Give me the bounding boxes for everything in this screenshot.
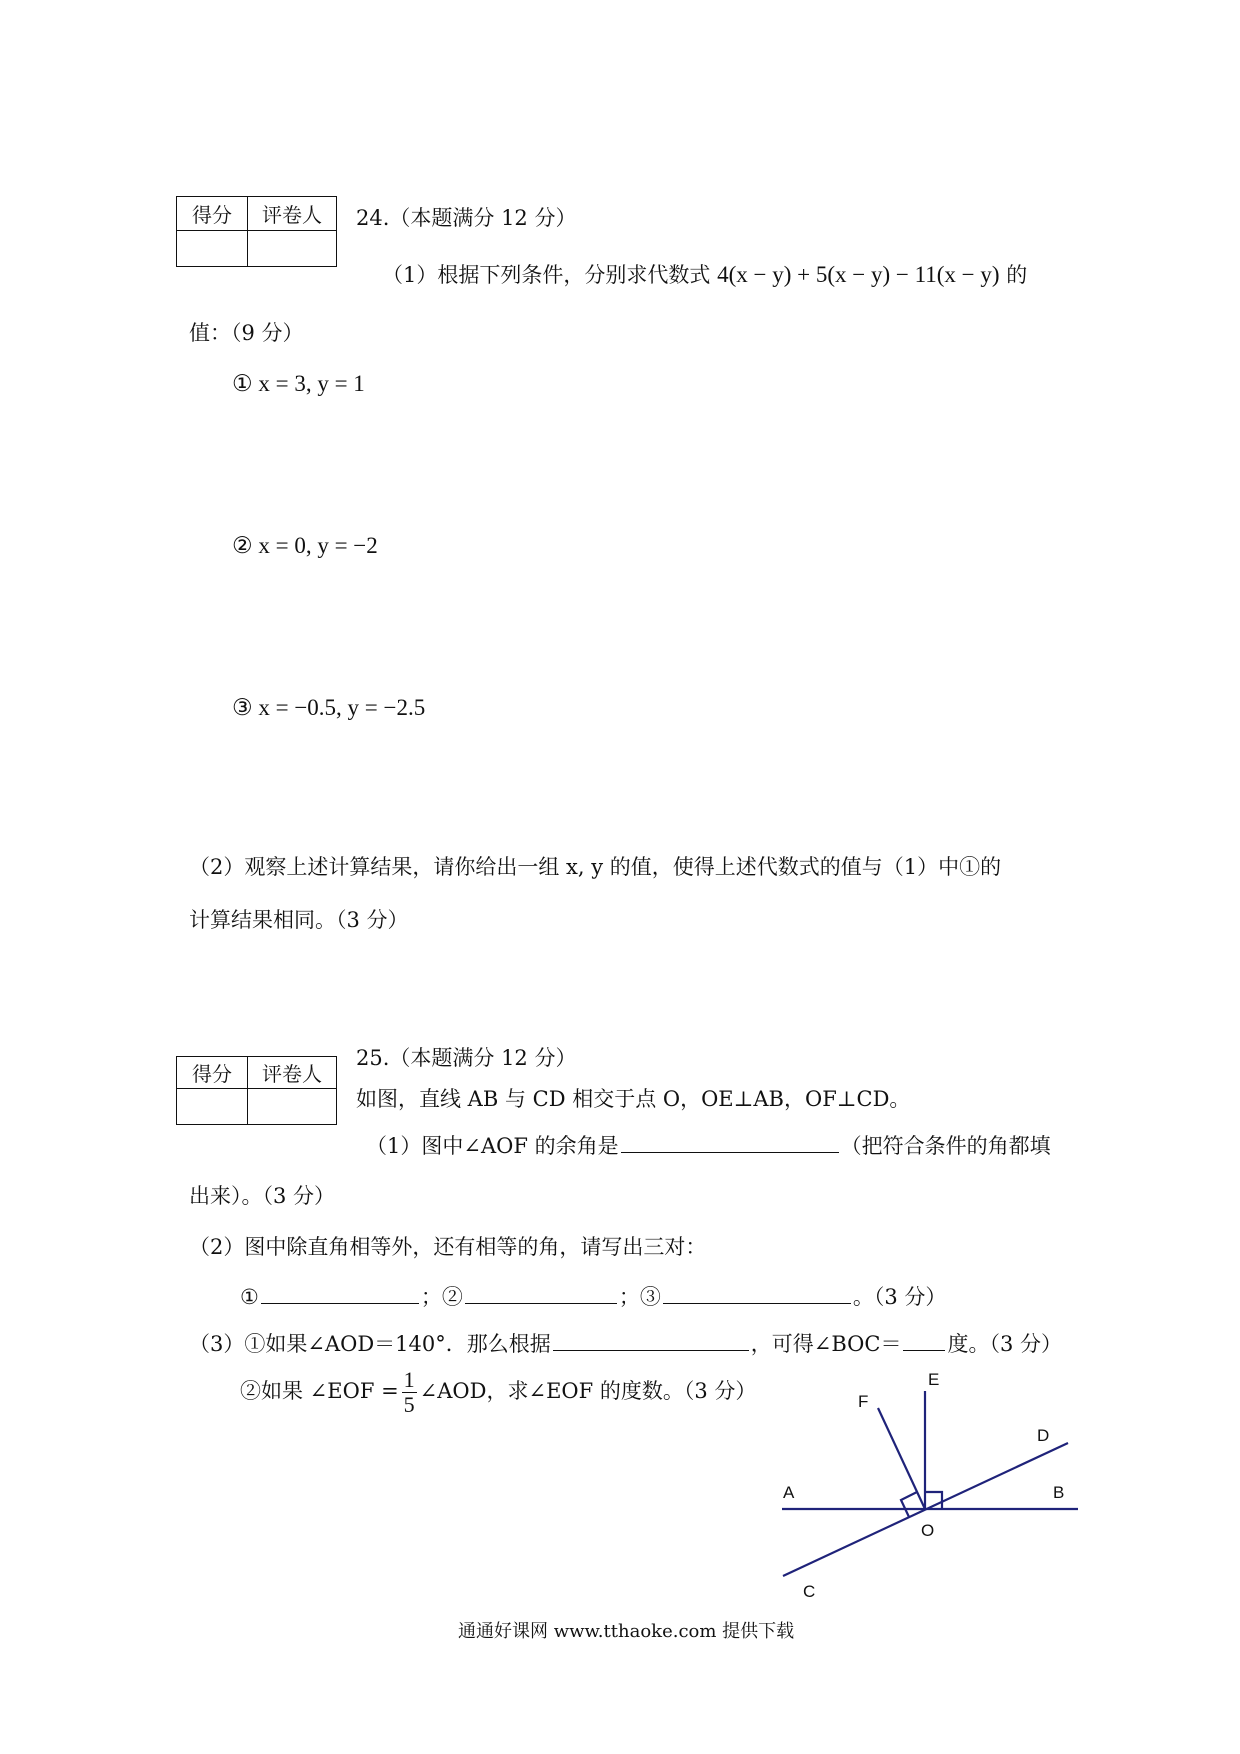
score-box-25 [176, 1056, 337, 1125]
q24-part1-line2: 值：（9 分） [189, 321, 304, 345]
q25-part3-b: ，可得∠BOC＝ [750, 1332, 902, 1356]
q25-part2-line2 [240, 1281, 946, 1311]
q24-expression: 4(x − y) + 5(x − y) − 11(x − y) [717, 262, 1000, 287]
q25-part3-c: 度。（3 分） [947, 1332, 1063, 1356]
grader-label: 评卷人 [248, 197, 337, 231]
q25-part3-2b: ∠AOD，求∠EOF 的度数。（3 分） [419, 1379, 757, 1403]
q25-part1-line1 [366, 1130, 1051, 1160]
fraction-numerator: 1 [403, 1367, 415, 1392]
page-footer: 通通好课网 www.tthaoke.com 提供下载 [458, 1621, 795, 1642]
fraction-one-fifth [402, 1368, 417, 1417]
score-cell[interactable] [177, 231, 248, 267]
q25-part1-b: （把符合条件的角都填 [840, 1134, 1051, 1158]
q24-part2-line2: 计算结果相同。（3 分） [189, 908, 409, 932]
grader-cell[interactable] [248, 1089, 337, 1125]
label-c: C [803, 1582, 816, 1601]
q25-part3-a: （3）①如果∠AOD＝140°．那么根据 [189, 1332, 551, 1356]
grader-label: 评卷人 [248, 1057, 337, 1089]
score-label: 得分 [177, 197, 248, 231]
answer-blank-pair3[interactable] [663, 1302, 851, 1304]
q24-case-2: ② x = 0, y = −2 [232, 533, 378, 558]
ray-of [878, 1408, 925, 1509]
q25-header: 25.（本题满分 12 分） [356, 1046, 577, 1070]
q25-part2-end: 。（3 分） [852, 1285, 947, 1309]
score-cell[interactable] [177, 1089, 248, 1125]
q24-part1-end: 的 [1006, 263, 1028, 287]
q25-part2-line1: （2）图中除直角相等外，还有相等的角，请写出三对： [189, 1235, 707, 1259]
geometry-figure [760, 1360, 1100, 1610]
q25-part3-line2 [240, 1368, 756, 1417]
answer-blank-degree[interactable] [903, 1349, 945, 1351]
label-a: A [783, 1483, 795, 1502]
score-box-24 [176, 196, 337, 267]
q25-part3-2a: ②如果 ∠EOF = [240, 1379, 399, 1403]
q25-intro: 如图，直线 AB 与 CD 相交于点 O，OE⊥AB，OF⊥CD。 [356, 1087, 911, 1111]
label-b: B [1053, 1483, 1065, 1502]
q25-part2-marker2: ；② [420, 1285, 463, 1309]
answer-blank-reason[interactable] [553, 1349, 749, 1351]
q25-part1-line2: 出来）。（3 分） [189, 1184, 336, 1208]
label-o: O [921, 1521, 935, 1540]
q25-part2-marker1: ① [240, 1285, 259, 1309]
q24-part1-line1 [382, 259, 1027, 289]
q24-part2-line1: （2）观察上述计算结果，请你给出一组 x, y 的值，使得上述代数式的值与（1）中①的 [189, 855, 1002, 879]
q24-case-1: ① x = 3, y = 1 [232, 371, 365, 396]
answer-blank-pair1[interactable] [261, 1302, 419, 1304]
score-label: 得分 [177, 1057, 248, 1089]
label-d: D [1037, 1426, 1050, 1445]
q25-part3-line1 [189, 1328, 1062, 1358]
q24-header: 24.（本题满分 12 分） [356, 206, 577, 230]
q24-part1-intro: （1）根据下列条件，分别求代数式 [382, 263, 711, 287]
q24-case-3: ③ x = −0.5, y = −2.5 [232, 695, 426, 720]
label-e: E [928, 1370, 940, 1389]
answer-blank-complement[interactable] [621, 1151, 839, 1153]
right-angle-mark-fod [901, 1492, 917, 1517]
answer-blank-pair2[interactable] [465, 1302, 617, 1304]
label-f: F [858, 1392, 869, 1411]
q25-part2-marker3: ；③ [618, 1285, 661, 1309]
q25-part1-a: （1）图中∠AOF 的余角是 [366, 1134, 619, 1158]
fraction-denominator: 5 [403, 1392, 415, 1417]
grader-cell[interactable] [248, 231, 337, 267]
